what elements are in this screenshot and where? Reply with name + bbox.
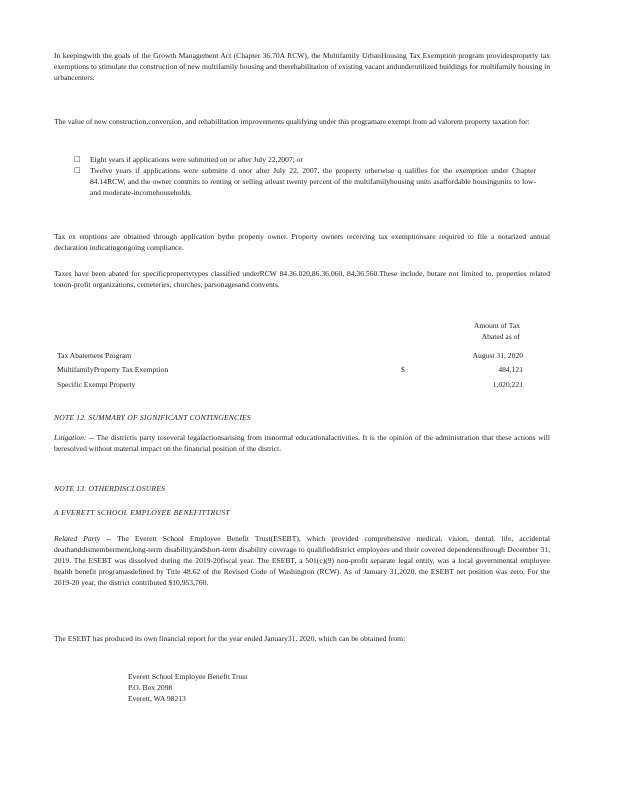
table-row [57,364,523,375]
application-text: Tax ex emptions are obtained through application bythe property owner. Property owners receiving tax exemptionsare required to file a notarized annual declaration indicatingongoing compliance. [54,232,550,252]
row-label: Specific Exempt Property [57,380,136,389]
related-party-lead: Related Party [54,534,101,543]
row-amount: 1,020,221 [492,380,523,389]
note-13-heading: NOTE 13. OTHERDISCLOSURES [54,484,166,493]
row-currency: $ [401,365,405,374]
table-header-amount [430,320,520,342]
exemption-periods-list [74,154,536,198]
table-header-line-1: Amount of Tax [473,321,520,330]
litigation-text [54,432,550,454]
abated-types-text: Taxes have been abated for specificpropertytypes classified underRCW 84.36.020,86.36.060, 84.36.560.These include, butare not limited to, properties related tonon-profit organizations, cemeteries, churches, parsonagesand convents. [54,269,550,289]
note-12-heading: NOTE 12. SUMMARY OF SIGNIFICANT CONTINGENCIES [54,413,251,422]
exemption-value-paragraph [54,116,550,127]
table-header-date: August 31, 2020 [472,351,523,360]
bullet-text: Eight years if applications were submitted on or after July 22,2007; or [90,155,303,164]
application-paragraph [54,231,550,253]
bullet-text: Twelve years if applications were submitte d onor after July 22, 2007, the property otherwise q ualifies for the exemption under Chapter 84.14RCW, and the owner commits to renting or selling atleast twenty percent of the multifamilyhousing units asaffordable housingunits to low- and moderate-incomehouseholds. [90,166,536,197]
address-line-3: Everett, WA 98213 [128,694,186,703]
esebt-report-text: The ESEBT has produced its own financial report for the year ended January31, 2020, which can be obtained from: [54,634,406,643]
litigation-lead: Litigation: [54,433,87,442]
litigation-body: -- The districtis party toseveral legalactionsarising from itsnormal educationalactivities. It is the opinion of the administration that these actions will beresolved without material impact on the financial position of the district. [54,433,550,453]
address-line-2: P.O. Box 2098 [128,683,173,692]
abated-types-paragraph [54,268,550,290]
esebt-section-heading: A EVERETT SCHOOL EMPLOYEE BENEFITTRUST [54,508,230,517]
litigation-paragraph [54,432,550,454]
esebt-report-paragraph [54,633,550,644]
mfte-intro-paragraph [54,50,550,83]
address-line-1: Everett School Employee Benefit Trust [128,672,248,681]
related-party-body: -- The Everett School Employee Benefit Trust(ESEBT), which provided comprehensive medical, vision, dental, life, accidental deathanddismemberment,long-term disability,andshort-term disability coverage to qualifieddistrict employees and their covered dependentsthrough December 31, 2019. The ESEBT was dissolved during the 2019-20fiscal year. The ESEBT, a 501(c)(9) non-profit separate legal entity, was a local governmental employee health benefit programasdefined by Title 48.62 of the Revised Code of Washington (RCW). As of January 31,2020, the ESEBT net position was zero. For the 2019-20 year, the district contributed $10,953,760. [54,534,551,587]
related-party-text [54,533,550,588]
list-item [74,165,536,198]
exemption-value-text: The value of new construction,conversion, and rehabilitation improvements qualifying under this programare exempt from ad valorem property taxation for: [54,117,530,126]
program-column-header: Tax Abatement Program [57,351,132,360]
checkbox-bullet-icon: □ [74,166,81,174]
row-label: MultifamilyProperty Tax Exemption [57,365,169,374]
table-header-row [57,350,523,361]
esebt-address-block [128,671,247,704]
mfte-intro-text: In keepingwith the goals of the Growth Management Act (Chapter 36.70A RCW), the Multifamily UrbanHousing Tax Exemption program providesproperty tax exemptions to stimulate the construction of new multifamily housing and therehabilitation of existing vacant andunderutilized buildings for multifamily housing in urbancenters. [54,51,550,82]
table-header-line-2: Abated as of [481,332,520,341]
related-party-paragraph [54,533,550,588]
checkbox-bullet-icon: □ [74,155,81,163]
list-item [74,154,536,165]
table-row [57,379,523,390]
row-amount: 484,121 [498,365,523,374]
